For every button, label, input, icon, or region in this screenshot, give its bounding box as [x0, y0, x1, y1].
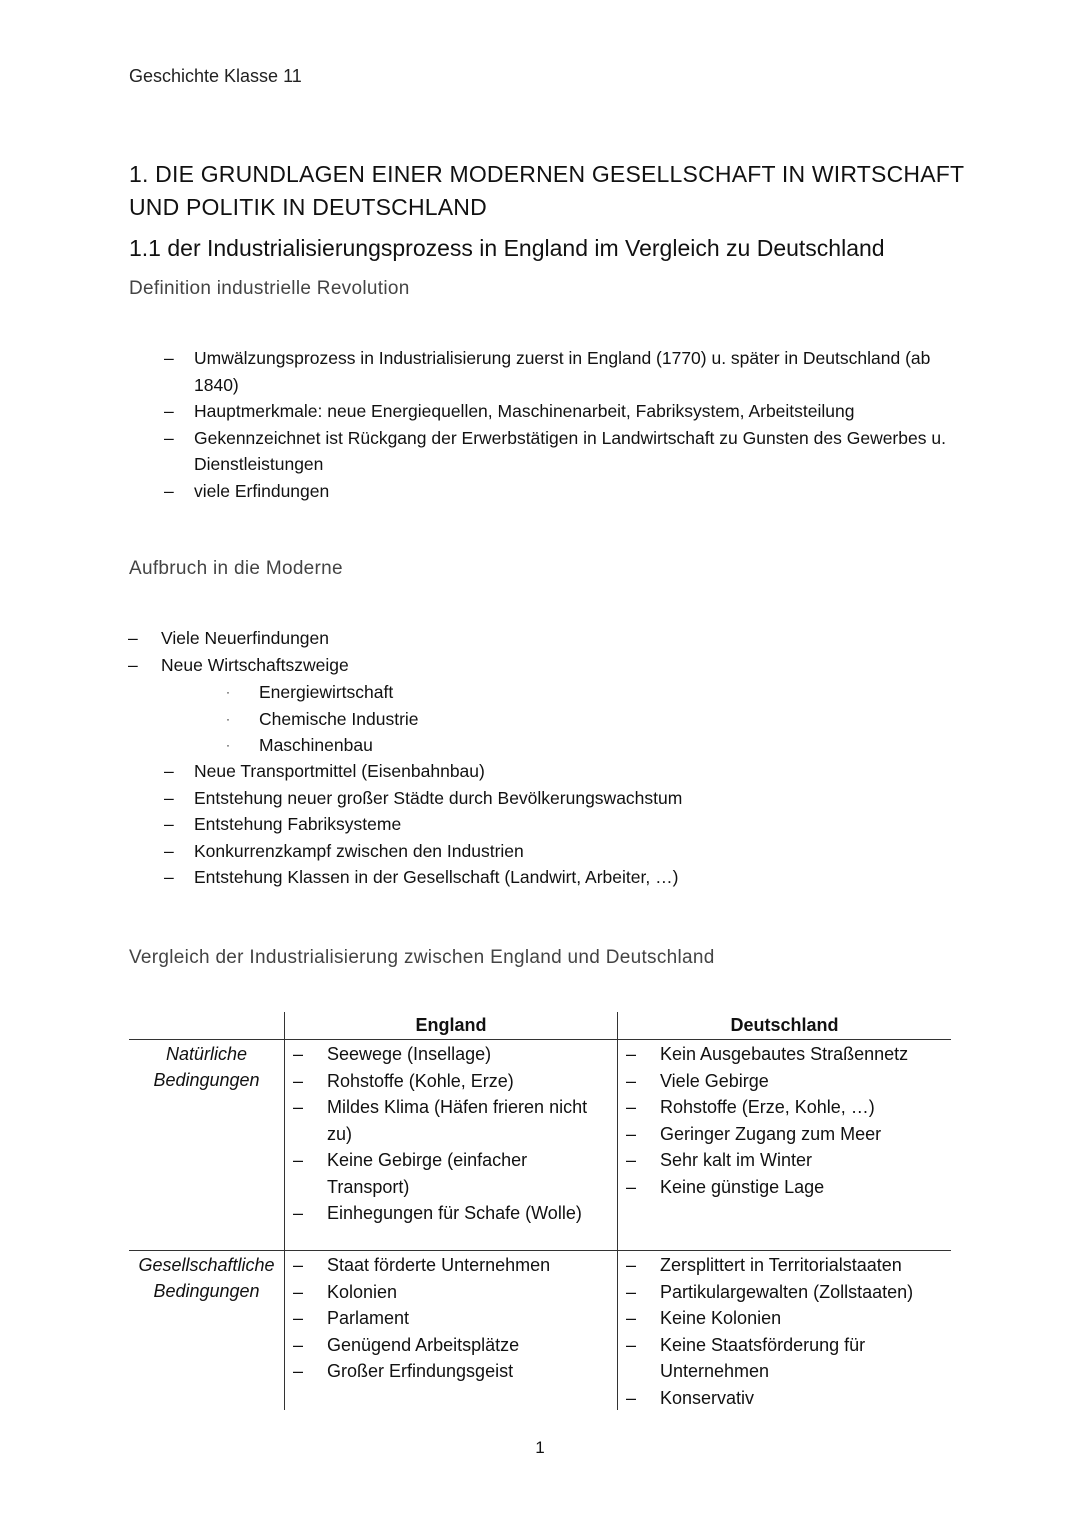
list-item: – Entstehung neuer großer Städte durch Bevölkerungswachstum	[194, 785, 894, 812]
row-label-natuerlich: Natürliche Bedingungen	[153, 1044, 260, 1090]
aufbruch-sublist	[226, 679, 759, 759]
list-item: – viele Erfindungen	[194, 478, 964, 505]
list-item: – Kein Ausgebautes Straßennetz	[660, 1041, 945, 1068]
dash-marker: –	[293, 1203, 304, 1223]
list-item: · Energiewirtschaft	[259, 679, 759, 706]
list-item: – Parlament	[327, 1305, 607, 1332]
column-header-england: England	[415, 1015, 487, 1035]
dash-marker: –	[626, 1334, 637, 1355]
dash-marker: –	[626, 1387, 637, 1408]
dash-marker: –	[626, 1255, 637, 1275]
list-item: – Entstehung Fabriksysteme	[194, 811, 894, 838]
cell-deutschland-gesellschaftlich	[626, 1252, 945, 1411]
list-item: – Partikulargewalten (Zollstaaten)	[660, 1279, 945, 1306]
dot-marker: ·	[226, 738, 230, 752]
table-rule	[129, 1250, 951, 1251]
list-item: – Rohstoffe (Erze, Kohle, …)	[660, 1094, 945, 1121]
table-divider	[284, 1012, 285, 1410]
dash-marker: –	[164, 761, 174, 781]
dash-marker: –	[293, 1097, 304, 1117]
dash-marker: –	[626, 1070, 637, 1091]
cell-england-natuerlich	[293, 1041, 607, 1227]
list-item: – Geringer Zugang zum Meer	[660, 1121, 945, 1148]
definition-heading: Definition industrielle Revolution	[129, 278, 410, 299]
list-item: – Hauptmerkmale: neue Energiequellen, Maschinenarbeit, Fabriksystem, Arbeitsteilung	[194, 398, 964, 425]
list-item: – Staat förderte Unternehmen	[327, 1252, 607, 1279]
list-item: – Viele Gebirge	[660, 1068, 945, 1095]
table-rule	[129, 1039, 285, 1040]
list-item: – Seewege (Insellage)	[327, 1041, 607, 1068]
dash-marker: –	[128, 628, 138, 648]
dash-marker: –	[626, 1176, 637, 1197]
dash-marker: –	[164, 401, 174, 421]
list-item: – Großer Erfindungsgeist	[327, 1358, 607, 1385]
list-item: – Gekennzeichnet ist Rückgang der Erwerbstätigen in Landwirtschaft zu Gunsten des Gewerbes u. Dienstleistungen	[194, 425, 964, 478]
list-item: – Einhegungen für Schafe (Wolle)	[327, 1200, 607, 1227]
dash-marker: –	[293, 1255, 304, 1275]
page-number: 1	[535, 1438, 545, 1457]
list-item: – Keine Gebirge (einfacher Transport)	[327, 1147, 607, 1200]
list-item: – Keine günstige Lage	[660, 1174, 945, 1201]
chapter-title: 1. DIE GRUNDLAGEN EINER MODERNEN GESELLSCHAFT IN WIRTSCHAFT UND POLITIK IN DEUTSCHLAND	[129, 161, 964, 220]
dash-marker: –	[128, 654, 138, 675]
list-item: – Umwälzungsprozess in Industrialisierung zuerst in England (1770) u. später in Deutschland (ab 1840)	[194, 345, 964, 398]
aufbruch-more-list	[164, 758, 894, 891]
list-item: – Viele Neuerfindungen	[161, 625, 861, 652]
dash-marker: –	[293, 1281, 304, 1302]
list-item: – Neue Wirtschaftszweige	[161, 652, 861, 679]
definition-list	[164, 345, 964, 504]
list-item: – Kolonien	[327, 1279, 607, 1306]
dash-marker: –	[293, 1150, 304, 1170]
dash-marker: –	[626, 1281, 637, 1302]
list-item: – Mildes Klima (Häfen frieren nicht zu)	[327, 1094, 607, 1147]
table-rule	[285, 1039, 951, 1040]
row-label-gesellschaftlich: Gesellschaftliche Bedingungen	[138, 1255, 275, 1301]
dash-marker: –	[626, 1044, 637, 1064]
dash-marker: –	[164, 427, 174, 448]
section-title: 1.1 der Industrialisierungsprozess in England im Vergleich zu Deutschland	[129, 235, 885, 261]
list-item: – Rohstoffe (Kohle, Erze)	[327, 1068, 607, 1095]
dash-marker: –	[626, 1123, 637, 1144]
dash-marker: –	[293, 1361, 304, 1381]
list-item: · Chemische Industrie	[259, 706, 759, 733]
dash-marker: –	[626, 1150, 637, 1170]
list-item: – Keine Staatsförderung für Unternehmen	[660, 1332, 945, 1385]
dash-marker: –	[164, 787, 174, 808]
dash-marker: –	[164, 840, 174, 861]
list-item: – Genügend Arbeitsplätze	[327, 1332, 607, 1359]
comparison-table	[129, 1012, 951, 1412]
list-item: – Neue Transportmittel (Eisenbahnbau)	[194, 758, 894, 785]
dash-marker: –	[293, 1334, 304, 1355]
dash-marker: –	[293, 1308, 304, 1328]
list-item: – Sehr kalt im Winter	[660, 1147, 945, 1174]
list-item: – Zersplittert in Territorialstaaten	[660, 1252, 945, 1279]
cell-deutschland-natuerlich	[626, 1041, 945, 1200]
dash-marker: –	[164, 480, 174, 501]
cell-england-gesellschaftlich	[293, 1252, 607, 1385]
dash-marker: –	[626, 1308, 637, 1328]
dot-marker: ·	[226, 711, 230, 726]
table-divider	[617, 1012, 618, 1410]
dash-marker: –	[293, 1070, 304, 1091]
dash-marker: –	[164, 867, 174, 887]
column-header-deutschland: Deutschland	[730, 1015, 839, 1035]
list-item: · Maschinenbau	[259, 732, 759, 759]
aufbruch-list	[128, 625, 861, 678]
dash-marker: –	[164, 348, 174, 368]
page-header: Geschichte Klasse 11	[129, 66, 302, 86]
dash-marker: –	[164, 814, 174, 834]
list-item: – Keine Kolonien	[660, 1305, 945, 1332]
list-item: – Konkurrenzkampf zwischen den Industrien	[194, 838, 894, 865]
dash-marker: –	[293, 1044, 304, 1064]
dot-marker: ·	[226, 685, 230, 699]
list-item: – Konservativ	[660, 1385, 945, 1412]
vergleich-heading: Vergleich der Industrialisierung zwischen England und Deutschland	[129, 947, 715, 968]
list-item: – Entstehung Klassen in der Gesellschaft (Landwirt, Arbeiter, …)	[194, 864, 894, 891]
dash-marker: –	[626, 1097, 637, 1117]
aufbruch-heading: Aufbruch in die Moderne	[129, 558, 343, 579]
